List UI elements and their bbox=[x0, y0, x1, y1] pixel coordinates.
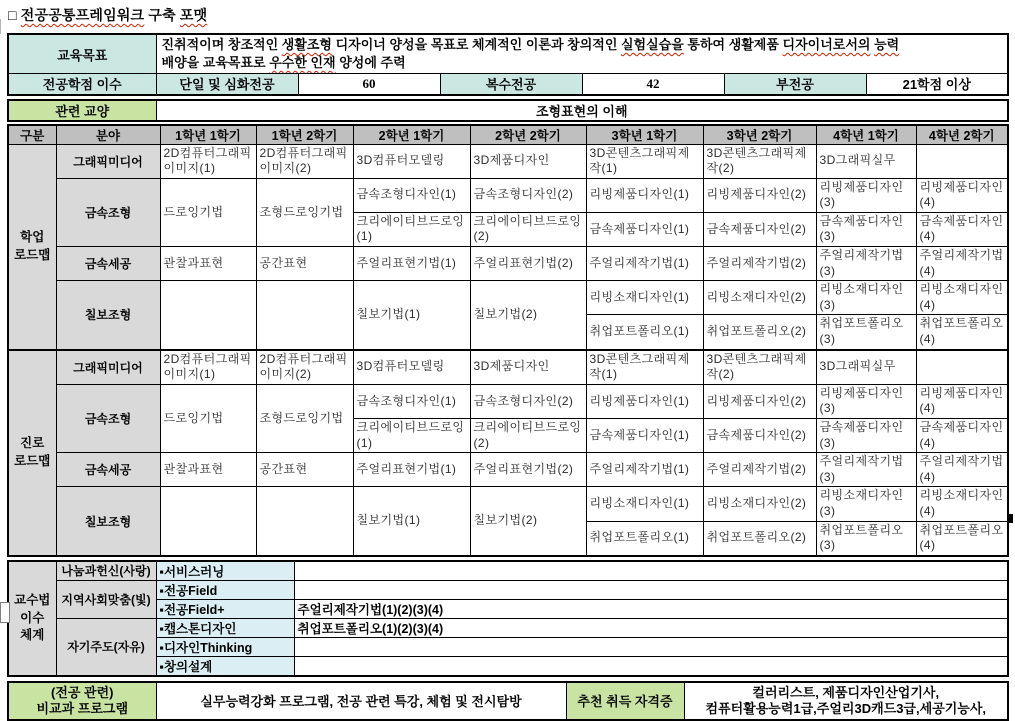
section-label-academic: 학업 로드맵 bbox=[8, 144, 56, 350]
pedagogy-row bbox=[8, 618, 1008, 637]
method-item: ▪디자인Thinking bbox=[156, 637, 294, 656]
course-cell: 공간표현 bbox=[256, 247, 353, 281]
course-cell: 크리에이티브드로잉(2) bbox=[470, 419, 586, 453]
education-goal-text bbox=[156, 34, 1008, 74]
course-cell: 금속조형디자인(1) bbox=[353, 384, 470, 418]
course-cell: 취업포트폴리오(3) bbox=[816, 315, 916, 350]
course-cell: 리빙소재디자인(1) bbox=[586, 487, 703, 521]
header-sem-2-2: 2학년 2학기 bbox=[470, 125, 586, 145]
course-cell bbox=[256, 281, 353, 350]
section-label-career: 진로 로드맵 bbox=[8, 350, 56, 556]
course-cell: 주얼리표현기법(2) bbox=[470, 247, 586, 281]
academic-chilbo-row-a bbox=[8, 281, 1008, 315]
group-label-selfdirected: 자기주도(자유) bbox=[56, 618, 156, 676]
course-cell: 3D콘텐츠그래픽제작(2) bbox=[703, 350, 816, 385]
method-item: ▪전공Field bbox=[156, 580, 294, 599]
header-gubun: 구분 bbox=[8, 125, 56, 145]
method-value: 주얼리제작기법(1)(2)(3)(4) bbox=[294, 599, 1008, 618]
course-cell: 금속제품디자인(4) bbox=[916, 419, 1008, 453]
course-cell: 금속제품디자인(1) bbox=[586, 419, 703, 453]
course-cell: 금속제품디자인(2) bbox=[703, 419, 816, 453]
credit-type-double: 복수전공 bbox=[440, 74, 582, 95]
method-item: ▪전공Field+ bbox=[156, 599, 294, 618]
course-cell: 3D그래픽실무 bbox=[816, 144, 916, 178]
liberal-arts-label: 관련 교양 bbox=[8, 100, 156, 121]
career-chilbo-row-a bbox=[8, 487, 1008, 521]
method-item: ▪캡스톤디자인 bbox=[156, 618, 294, 637]
course-cell bbox=[916, 144, 1008, 178]
course-cell: 칠보기법(2) bbox=[470, 487, 586, 556]
course-cell: 취업포트폴리오(2) bbox=[703, 315, 816, 350]
pedagogy-label: 교수법 이수 체계 bbox=[8, 561, 56, 676]
course-cell: 리빙제품디자인(3) bbox=[816, 178, 916, 212]
course-cell: 금속제품디자인(4) bbox=[916, 212, 1008, 246]
course-cell: 2D컴퓨터그래픽이미지(1) bbox=[160, 350, 256, 385]
square-bullet-icon: ▪ bbox=[159, 602, 164, 617]
course-cell: 취업포트폴리오(1) bbox=[586, 521, 703, 556]
method-value bbox=[294, 580, 1008, 599]
course-cell bbox=[160, 487, 256, 556]
extracurricular-row bbox=[8, 682, 1008, 720]
course-cell: 크리에이티브드로잉(1) bbox=[353, 419, 470, 453]
group-label-sharing: 나눔과헌신(사랑) bbox=[56, 561, 156, 581]
pedagogy-row bbox=[8, 580, 1008, 599]
course-cell: 리빙제품디자인(4) bbox=[916, 178, 1008, 212]
header-sem-3-2: 3학년 2학기 bbox=[703, 125, 816, 145]
course-cell: 리빙소재디자인(3) bbox=[816, 281, 916, 315]
method-value bbox=[294, 656, 1008, 676]
course-cell: 2D컴퓨터그래픽이미지(1) bbox=[160, 144, 256, 178]
edge-tick-mark bbox=[1009, 514, 1013, 523]
field-label-chilbo: 칠보조형 bbox=[56, 281, 160, 350]
course-cell: 칠보기법(1) bbox=[353, 281, 470, 350]
credit-type-single: 단일 및 심화전공 bbox=[156, 74, 298, 95]
course-cell: 취업포트폴리오(2) bbox=[703, 521, 816, 556]
education-goal-table bbox=[7, 33, 1009, 96]
course-cell: 3D컴퓨터모델링 bbox=[353, 350, 470, 385]
career-metalform-row-a bbox=[8, 384, 1008, 418]
course-cell: 리빙소재디자인(4) bbox=[916, 487, 1008, 521]
roadmap-table bbox=[7, 124, 1009, 557]
square-bullet-icon: ▪ bbox=[159, 583, 164, 598]
education-goal-label: 교육목표 bbox=[8, 34, 156, 74]
field-label-metalform: 금속조형 bbox=[56, 384, 160, 452]
course-cell: 주얼리표현기법(2) bbox=[470, 453, 586, 487]
square-bullet-icon: ▪ bbox=[159, 564, 164, 579]
course-cell: 금속제품디자인(3) bbox=[816, 212, 916, 246]
header-sem-4-1: 4학년 1학기 bbox=[816, 125, 916, 145]
course-cell: 크리에이티브드로잉(2) bbox=[470, 212, 586, 246]
academic-metalform-row-a bbox=[8, 178, 1008, 212]
course-cell: 리빙제품디자인(1) bbox=[586, 178, 703, 212]
course-cell: 금속조형디자인(1) bbox=[353, 178, 470, 212]
extracurricular-label: (전공 관련) 비교과 프로그램 bbox=[8, 682, 156, 720]
course-cell: 리빙제품디자인(2) bbox=[703, 384, 816, 418]
academic-metalcraft-row bbox=[8, 247, 1008, 281]
credits-row bbox=[8, 74, 1008, 95]
window-corner-box[interactable] bbox=[0, 602, 10, 623]
header-sem-4-2: 4학년 2학기 bbox=[916, 125, 1008, 145]
course-cell: 취업포트폴리오(4) bbox=[916, 315, 1008, 350]
liberal-arts-value: 조형표현의 이해 bbox=[156, 100, 1008, 121]
field-label-graphic: 그래픽미디어 bbox=[56, 350, 160, 385]
extracurricular-table bbox=[7, 681, 1009, 721]
course-cell: 리빙소재디자인(2) bbox=[703, 487, 816, 521]
liberal-arts-table bbox=[7, 99, 1009, 122]
course-cell: 금속제품디자인(2) bbox=[703, 212, 816, 246]
course-cell: 관찰과표현 bbox=[160, 247, 256, 281]
course-cell: 리빙제품디자인(3) bbox=[816, 384, 916, 418]
liberal-arts-row bbox=[8, 100, 1008, 121]
course-cell: 3D컴퓨터모델링 bbox=[353, 144, 470, 178]
course-cell: 3D콘텐츠그래픽제작(1) bbox=[586, 144, 703, 178]
course-cell bbox=[160, 281, 256, 350]
field-label-chilbo: 칠보조형 bbox=[56, 487, 160, 556]
course-cell: 주얼리제작기법(2) bbox=[703, 453, 816, 487]
course-cell: 리빙제품디자인(4) bbox=[916, 384, 1008, 418]
course-cell: 리빙제품디자인(1) bbox=[586, 384, 703, 418]
field-label-metalcraft: 금속세공 bbox=[56, 453, 160, 487]
checkbox-bullet-icon: □ bbox=[8, 7, 21, 23]
course-cell: 리빙소재디자인(4) bbox=[916, 281, 1008, 315]
extracurricular-programs: 실무능력강화 프로그램, 전공 관련 특강, 체험 및 전시탐방 bbox=[156, 682, 566, 720]
credit-value-single: 60 bbox=[298, 74, 440, 95]
course-cell: 리빙소재디자인(3) bbox=[816, 487, 916, 521]
pedagogy-row bbox=[8, 561, 1008, 581]
course-cell: 드로잉기법 bbox=[160, 384, 256, 452]
course-cell: 리빙소재디자인(1) bbox=[586, 281, 703, 315]
method-value: 취업포트폴리오(1)(2)(3)(4) bbox=[294, 618, 1008, 637]
course-cell: 드로잉기법 bbox=[160, 178, 256, 246]
cert-label: 추천 취득 자격증 bbox=[566, 682, 684, 720]
course-cell: 금속제품디자인(3) bbox=[816, 419, 916, 453]
career-metalcraft-row bbox=[8, 453, 1008, 487]
credit-value-double: 42 bbox=[582, 74, 724, 95]
pedagogy-row bbox=[8, 656, 1008, 676]
square-bullet-icon: ▪ bbox=[159, 659, 164, 674]
course-cell: 리빙소재디자인(2) bbox=[703, 281, 816, 315]
field-label-graphic: 그래픽미디어 bbox=[56, 144, 160, 178]
method-value bbox=[294, 637, 1008, 656]
goal-line-1: 진취적이며 창조적인 생활조형 디자이너 양성을 목표로 체계적인 이론과 창의적인 실험실습을 통하여 생활제품 디자이너로서의 능력 bbox=[161, 37, 900, 52]
credits-label: 전공학점 이수 bbox=[8, 74, 156, 95]
pedagogy-row bbox=[8, 637, 1008, 656]
cert-list: 컬러리스트, 제품디자인산업기사, 컴퓨터활용능력1급,주얼리3D캐드3급,세공기능사, bbox=[684, 682, 1008, 720]
course-cell: 취업포트폴리오(3) bbox=[816, 521, 916, 556]
square-bullet-icon: ▪ bbox=[159, 640, 164, 655]
course-cell: 3D콘텐츠그래픽제작(2) bbox=[703, 144, 816, 178]
course-cell: 주얼리표현기법(1) bbox=[353, 453, 470, 487]
course-cell bbox=[256, 487, 353, 556]
course-cell: 금속제품디자인(1) bbox=[586, 212, 703, 246]
course-cell: 주얼리제작기법(3) bbox=[816, 247, 916, 281]
course-cell: 3D그래픽실무 bbox=[816, 350, 916, 385]
field-label-metalcraft: 금속세공 bbox=[56, 247, 160, 281]
pedagogy-table bbox=[7, 560, 1009, 677]
course-cell: 주얼리표현기법(1) bbox=[353, 247, 470, 281]
header-field: 분야 bbox=[56, 125, 160, 145]
group-label-community: 지역사회맞춤(빛) bbox=[56, 580, 156, 618]
method-item: ▪서비스러닝 bbox=[156, 561, 294, 581]
course-cell: 크리에이티브드로잉(1) bbox=[353, 212, 470, 246]
course-cell: 주얼리제작기법(3) bbox=[816, 453, 916, 487]
header-sem-2-1: 2학년 1학기 bbox=[353, 125, 470, 145]
course-cell: 관찰과표현 bbox=[160, 453, 256, 487]
course-cell: 조형드로잉기법 bbox=[256, 384, 353, 452]
title-text: 전공공통프레임워크 bbox=[20, 7, 145, 23]
course-cell bbox=[916, 350, 1008, 385]
course-cell: 주얼리제작기법(4) bbox=[916, 247, 1008, 281]
academic-graphic-row bbox=[8, 144, 1008, 178]
course-cell: 칠보기법(1) bbox=[353, 487, 470, 556]
course-cell: 칠보기법(2) bbox=[470, 281, 586, 350]
course-cell: 주얼리제작기법(4) bbox=[916, 453, 1008, 487]
career-graphic-row bbox=[8, 350, 1008, 385]
page-title: □ 전공공통프레임워크 구축 포맷 bbox=[8, 7, 208, 23]
credit-type-minor: 부전공 bbox=[724, 74, 866, 95]
course-cell: 3D제품디자인 bbox=[470, 350, 586, 385]
field-label-metalform: 금속조형 bbox=[56, 178, 160, 246]
course-cell: 주얼리제작기법(2) bbox=[703, 247, 816, 281]
pedagogy-row bbox=[8, 599, 1008, 618]
square-bullet-icon: ▪ bbox=[159, 621, 164, 636]
method-item: ▪창의설계 bbox=[156, 656, 294, 676]
course-cell: 주얼리제작기법(1) bbox=[586, 247, 703, 281]
header-sem-1-2: 1학년 2학기 bbox=[256, 125, 353, 145]
education-goal-row bbox=[8, 34, 1008, 74]
course-cell: 취업포트폴리오(4) bbox=[916, 521, 1008, 556]
method-value bbox=[294, 561, 1008, 581]
course-cell: 금속조형디자인(2) bbox=[470, 178, 586, 212]
course-cell: 공간표현 bbox=[256, 453, 353, 487]
credit-value-minor: 21학점 이상 bbox=[866, 74, 1008, 95]
course-cell: 금속조형디자인(2) bbox=[470, 384, 586, 418]
course-cell: 2D컴퓨터그래픽이미지(2) bbox=[256, 350, 353, 385]
course-cell: 3D제품디자인 bbox=[470, 144, 586, 178]
header-sem-3-1: 3학년 1학기 bbox=[586, 125, 703, 145]
header-row bbox=[8, 125, 1008, 145]
course-cell: 조형드로잉기법 bbox=[256, 178, 353, 246]
course-cell: 리빙제품디자인(2) bbox=[703, 178, 816, 212]
goal-line-2: 배양을 교육목표로 우수한 인재 양성에 주력 bbox=[161, 55, 406, 70]
window-edge-line bbox=[0, 19, 1, 34]
course-cell: 주얼리제작기법(1) bbox=[586, 453, 703, 487]
header-sem-1-1: 1학년 1학기 bbox=[160, 125, 256, 145]
course-cell: 3D콘텐츠그래픽제작(1) bbox=[586, 350, 703, 385]
course-cell: 2D컴퓨터그래픽이미지(2) bbox=[256, 144, 353, 178]
course-cell: 취업포트폴리오(1) bbox=[586, 315, 703, 350]
